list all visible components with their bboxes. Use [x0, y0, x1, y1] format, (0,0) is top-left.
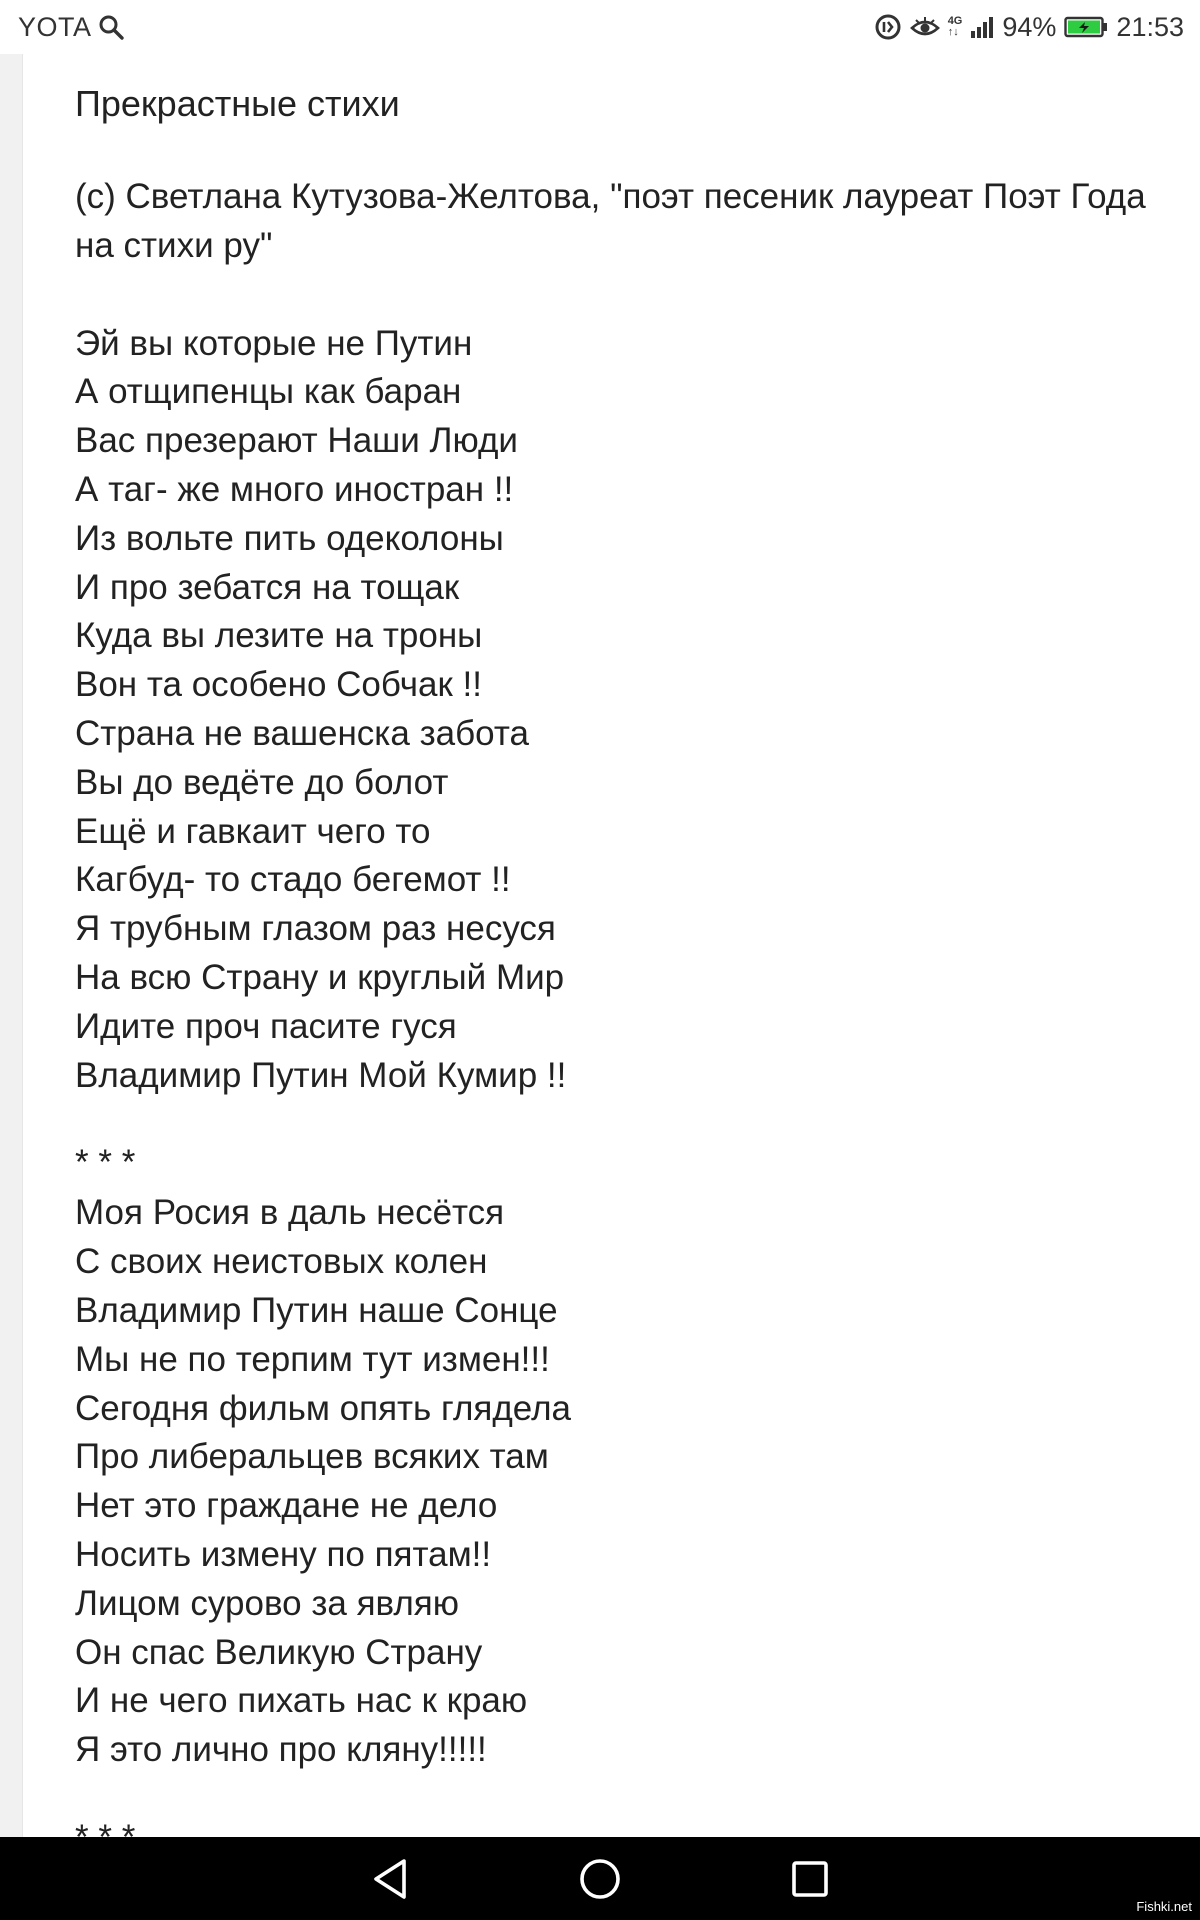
- recents-icon: [790, 1859, 830, 1899]
- home-button[interactable]: [570, 1849, 630, 1909]
- network-activity: ↑↓: [947, 26, 959, 38]
- status-right: [874, 12, 1184, 43]
- carrier-name: YOTA: [18, 11, 92, 42]
- home-icon: [578, 1857, 622, 1901]
- poem-line: Мы не по терпим тут измен!!!: [75, 1339, 550, 1379]
- status-left: [18, 12, 124, 43]
- stanza-separator: * * *: [75, 1143, 136, 1183]
- poem-line: Эй вы которые не Путин: [75, 323, 473, 363]
- post-credit: (с) Светлана Кутузова-Желтова, "поэт песеник лауреат Поэт Года на стихи ру": [75, 177, 1146, 265]
- poem-line: Из вольте пить одеколоны: [75, 518, 504, 558]
- recents-button[interactable]: [780, 1849, 840, 1909]
- poem-line: Я трубным глазом раз несуся: [75, 909, 556, 949]
- poem-line: Он спас Великую Страну: [75, 1632, 483, 1672]
- poem-line: Нет это граждане не дело: [75, 1486, 498, 1526]
- search-icon: [98, 14, 124, 40]
- poem-line: Ещё и гавкаит чего то: [75, 811, 431, 851]
- post-title: Прекрастные стихи: [75, 83, 400, 124]
- stanza-1: [75, 320, 1155, 1101]
- network-type-label: 4G: [947, 15, 963, 27]
- poem-line: Страна не вашенска забота: [75, 713, 529, 753]
- poem-line: Вы до ведёте до болот: [75, 762, 449, 802]
- status-bar: [0, 0, 1200, 54]
- poem-line: Владимир Путин наше Сонце: [75, 1290, 558, 1330]
- content-area[interactable]: [0, 54, 1200, 1837]
- poem-line: Носить измену по пятам!!: [75, 1534, 492, 1574]
- network-type: [948, 16, 963, 38]
- poem-line: Вас презерают Наши Люди: [75, 421, 518, 461]
- battery-percent: 94%: [1002, 11, 1057, 42]
- poem-line: А таг- же много иностран !!: [75, 469, 514, 509]
- poem-line: И про зебатся на тощак: [75, 567, 460, 607]
- clock: 21:53: [1116, 11, 1184, 42]
- eye-icon: [910, 14, 940, 40]
- post: [75, 80, 1155, 1864]
- poem-line: Моя Росия в даль несётся: [75, 1193, 505, 1233]
- left-rail: [0, 54, 23, 1837]
- back-icon: [370, 1857, 410, 1901]
- stanza-2: [75, 1137, 1155, 1775]
- poem-line: С своих неистовых колен: [75, 1242, 488, 1282]
- battery-icon: [1064, 15, 1108, 39]
- poem-line: А отщипенцы как баран: [75, 372, 462, 412]
- poem-line: Лицом сурово за являю: [75, 1583, 459, 1623]
- data-saver-icon: [874, 13, 902, 41]
- navigation-bar: [0, 1837, 1200, 1920]
- poem-line: И не чего пихать нас к краю: [75, 1681, 528, 1721]
- watermark: Fishki.net: [1136, 1899, 1192, 1914]
- poem-line: Кагбуд- то стадо бегемот !!: [75, 860, 511, 900]
- poem-line: Владимир Путин Мой Кумир !!: [75, 1055, 567, 1095]
- poem-line: Сегодня фильм опять глядела: [75, 1388, 571, 1428]
- poem-line: Я это лично про кляну!!!!!: [75, 1730, 487, 1770]
- poem-line: На всю Страну и круглый Мир: [75, 957, 565, 997]
- poem-line: Идите проч пасите гуся: [75, 1006, 457, 1046]
- poem-line: Вон та особено Собчак !!: [75, 665, 482, 705]
- poem-line: Про либеральцев всяких там: [75, 1437, 549, 1477]
- poem-line: Куда вы лезите на троны: [75, 616, 483, 656]
- back-button[interactable]: [360, 1849, 420, 1909]
- signal-icon: [970, 15, 994, 39]
